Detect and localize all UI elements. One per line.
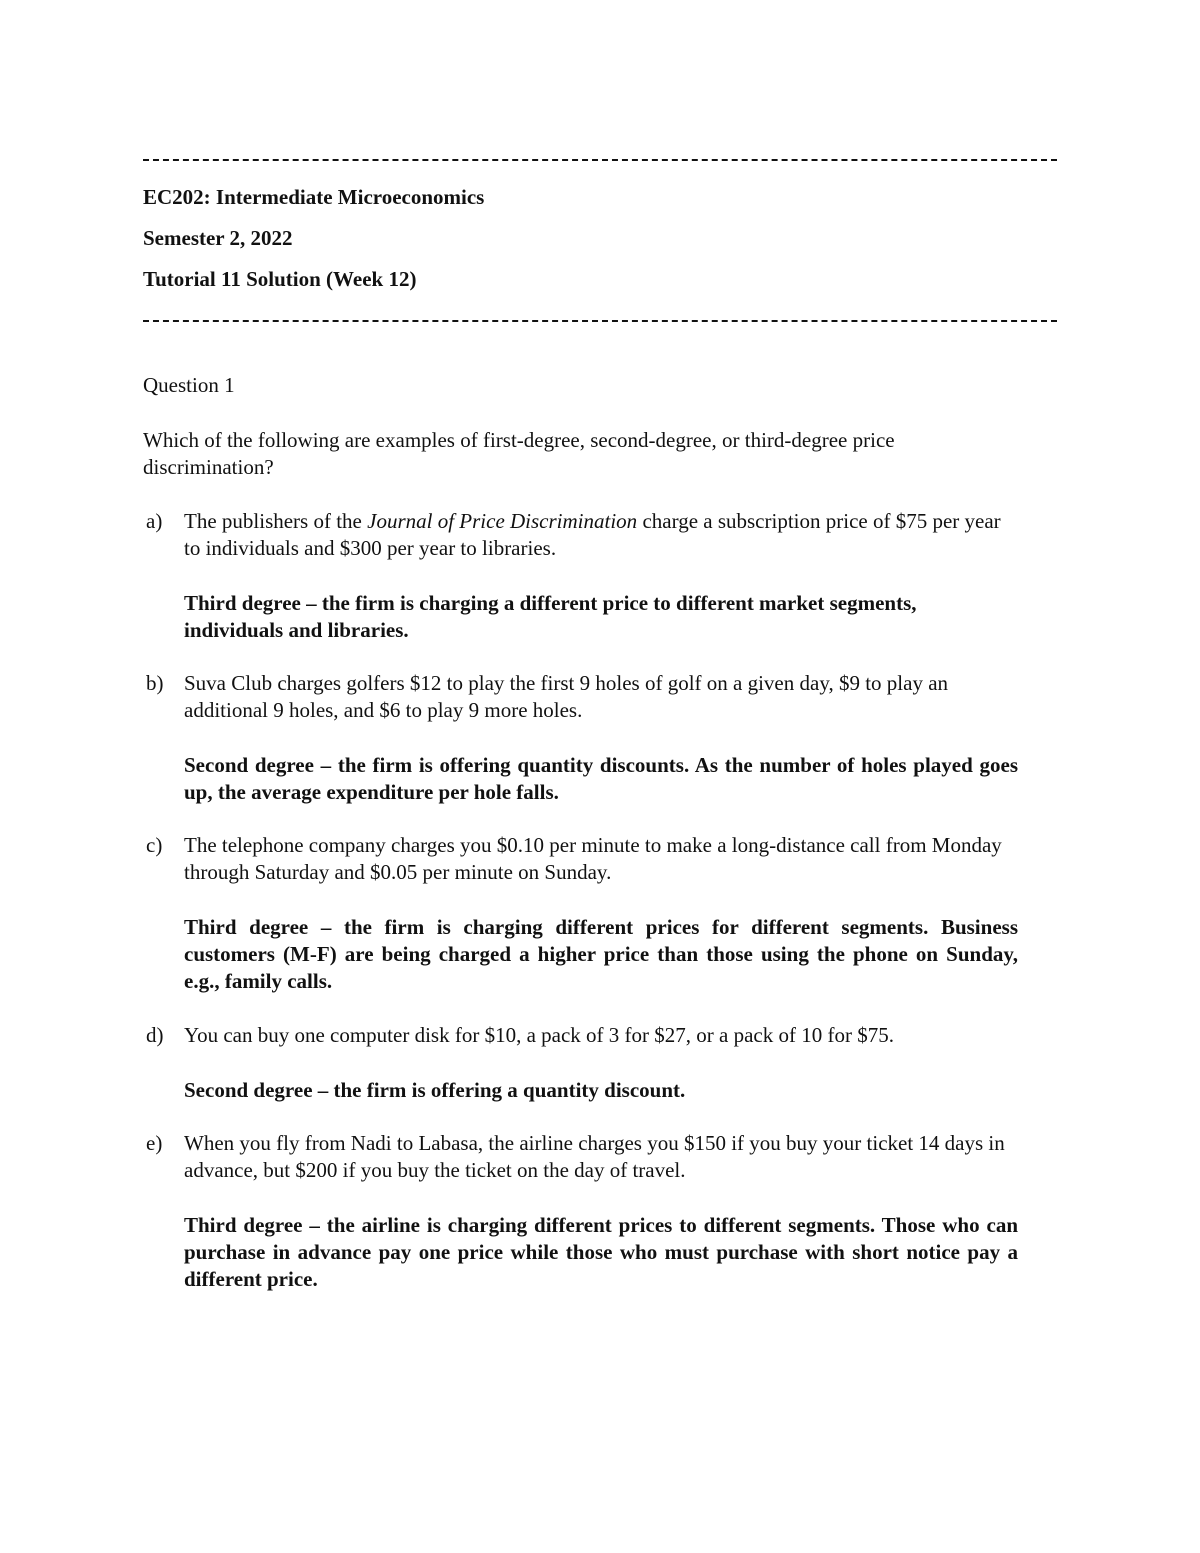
course-title: EC202: Intermediate Microeconomics	[143, 185, 485, 209]
dashed-rule-top	[143, 159, 1057, 161]
item-text-after: charge a subscription price of $75 per year to individuals and $300 per year to libraries.	[184, 509, 1001, 560]
item-text-before: The publishers of the	[184, 509, 368, 533]
item-answer: Second degree – the firm is offering a quantity discount.	[184, 1078, 686, 1102]
item-text: The telephone company charges you $0.10 per minute to make a long-distance call from Monday through Saturday and $0.05 per minute on Sunday.	[184, 833, 1002, 884]
item-answer: Second degree – the firm is offering quantity discounts. As the number of holes played goes up, the average expenditure per hole falls.	[184, 753, 1018, 804]
item-text: Suva Club charges golfers $12 to play the first 9 holes of golf on a given day, $9 to play an additional 9 holes, and $6 to play 9 more holes.	[184, 671, 949, 722]
item-answer: Third degree – the airline is charging different prices to different segments. Those who can purchase in advance pay one price while those who must purchase with short notice pay a different price.	[184, 1213, 1018, 1291]
item-letter: d)	[146, 1023, 164, 1047]
item-letter: b)	[146, 671, 164, 695]
question-heading: Question 1	[143, 373, 235, 397]
item-letter: e)	[146, 1131, 163, 1155]
journal-title: Journal of Price Discrimination	[367, 509, 638, 533]
item-text: You can buy one computer disk for $10, a pack of 3 for $27, or a pack of 10 for $75.	[184, 1023, 894, 1047]
item-text	[184, 508, 1018, 562]
item-text: When you fly from Nadi to Labasa, the airline charges you $150 if you buy your ticket 14 days in advance, but $200 if you buy the ticket on the day of travel.	[184, 1131, 1005, 1182]
item-letter: a)	[146, 509, 163, 533]
question-prompt: Which of the following are examples of first-degree, second-degree, or third-degree price discrimination?	[143, 428, 895, 479]
item-answer: Third degree – the firm is charging a different price to different market segments, individuals and libraries.	[184, 591, 917, 642]
dashed-rule-bottom	[143, 320, 1057, 322]
tutorial-title: Tutorial 11 Solution (Week 12)	[143, 267, 417, 291]
item-answer: Third degree – the firm is charging different prices for different segments. Business customers (M-F) are being charged a higher price than those using the phone on Sunday, e.g., family calls.	[184, 915, 1018, 993]
item-letter: c)	[146, 833, 163, 857]
semester-label: Semester 2, 2022	[143, 226, 293, 250]
